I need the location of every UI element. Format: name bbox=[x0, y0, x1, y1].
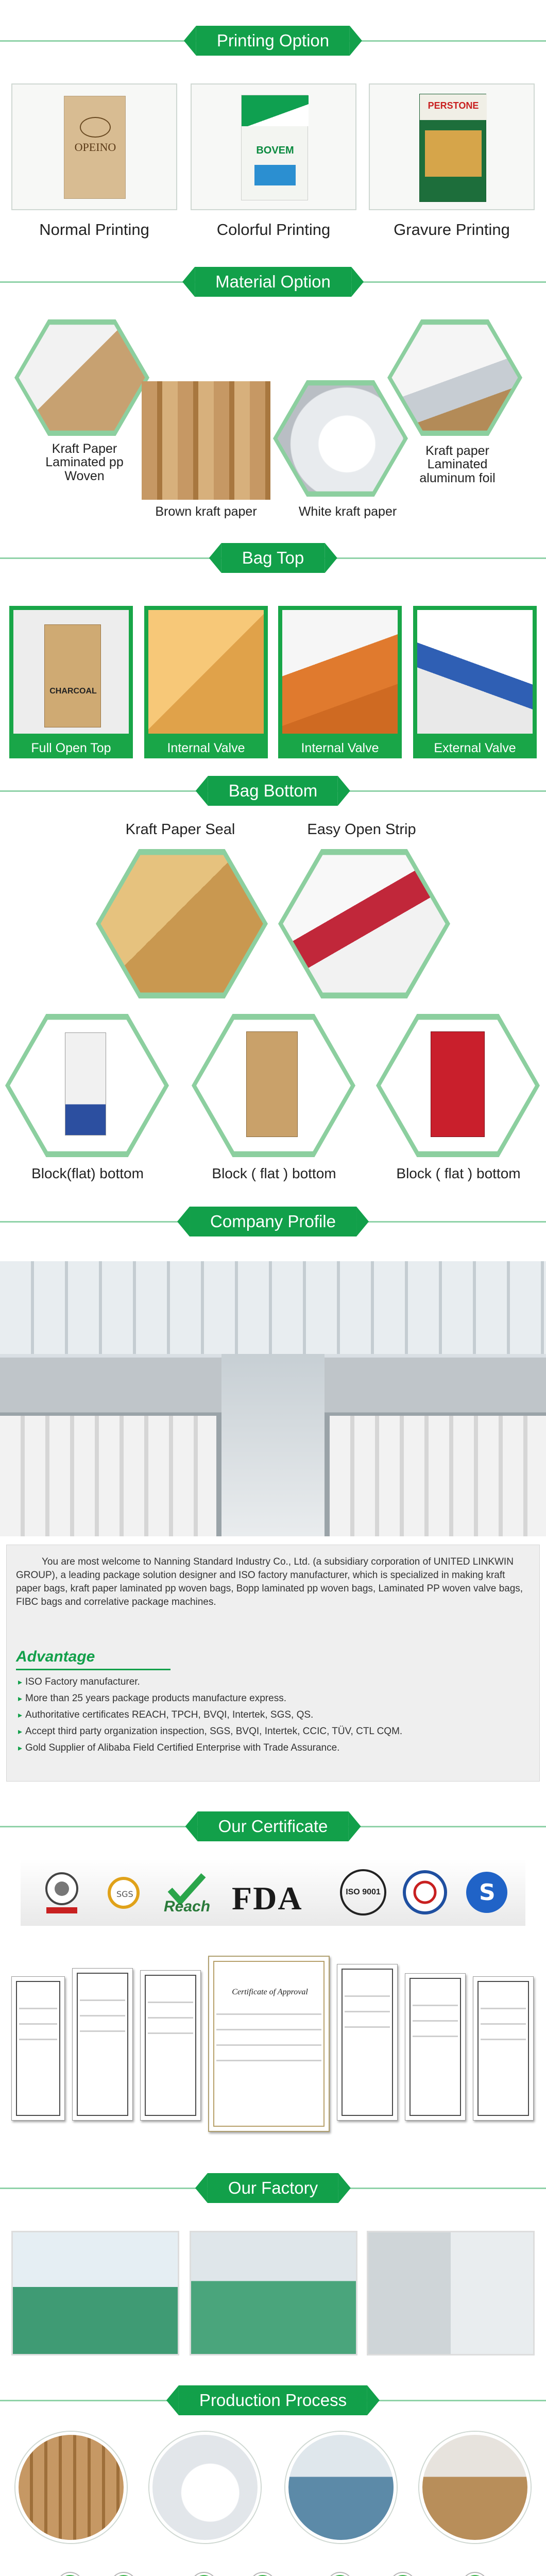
printing-card-gravure bbox=[369, 83, 535, 210]
advantage-list bbox=[18, 1674, 533, 1756]
kraft-paper-seal-image bbox=[99, 852, 265, 995]
bag-bottom-label-kraft-seal: Kraft Paper Seal bbox=[125, 821, 235, 838]
bag-bottom-label-easy-open: Easy Open Strip bbox=[307, 821, 416, 838]
process-photo-3 bbox=[285, 2432, 397, 2543]
bag-bottom-header bbox=[0, 773, 546, 809]
printing-card-normal bbox=[11, 83, 177, 210]
bag-top-header bbox=[0, 540, 546, 576]
factory-photo-3 bbox=[367, 2231, 535, 2355]
company-intro: You are most welcome to Nanning Standard Industry Co., Ltd. (a subsidiary corporation of UNITED LINKWIN GROUP), a leading package solution designer and ISO factory manufacturer, which is specialized in making kraft paper bags, kraft paper laminated pp woven bags, Bopp laminated pp woven bags, Laminated PP woven valve bags, FIBC bags and correlative package machines. bbox=[16, 1556, 523, 1607]
bag-top-card-full-open: CHARCOAL Full Open Top bbox=[9, 606, 133, 758]
material-label-white-kraft: White kraft paper bbox=[298, 504, 397, 519]
list-item: ▸ More than 25 years package products manufacture express. bbox=[18, 1690, 533, 1707]
bag-top-card-internal-valve-1: Internal Valve bbox=[144, 606, 268, 758]
block-bottom-image-2 bbox=[195, 1017, 352, 1154]
certification-badge-icon bbox=[402, 1869, 448, 1916]
material-image-brown-kraft bbox=[142, 381, 270, 500]
process-step-2 bbox=[111, 2573, 136, 2576]
printing-label-colorful: Colorful Printing bbox=[216, 221, 331, 239]
certificate-of-approval: Certificate of Approval bbox=[208, 1956, 330, 2132]
process-step-1 bbox=[58, 2573, 82, 2576]
certificate-doc bbox=[140, 1970, 201, 2121]
quality-seal-icon bbox=[41, 1869, 82, 1916]
printing-label-normal: Normal Printing bbox=[39, 221, 149, 239]
section-title: Production Process bbox=[179, 2385, 367, 2415]
list-item: ▸ Accept third party organization inspection, SGS, BVQI, Intertek, CCIC, TÜV, CTL CQM. bbox=[18, 1723, 533, 1740]
white-bag-image: BOVEM bbox=[241, 95, 308, 200]
company-about-box bbox=[6, 1545, 540, 1782]
factory-photo-1 bbox=[11, 2231, 179, 2355]
certificate-doc bbox=[11, 1976, 65, 2121]
section-title: Our Factory bbox=[208, 2173, 338, 2203]
list-item: ▸ ISO Factory manufacturer. bbox=[18, 1674, 533, 1690]
factory-hall-photo bbox=[0, 1261, 546, 1536]
section-title: Printing Option bbox=[196, 26, 350, 56]
process-photo-2 bbox=[149, 2432, 261, 2543]
material-option-header bbox=[0, 264, 546, 300]
block-bottom-label-3: Block ( flat ) bottom bbox=[396, 1165, 521, 1181]
process-photo-1 bbox=[15, 2432, 127, 2543]
process-step-7 bbox=[463, 2573, 487, 2576]
s-badge-icon bbox=[464, 1869, 510, 1916]
block-bottom-image-1 bbox=[8, 1017, 166, 1154]
process-step-4 bbox=[250, 2573, 275, 2576]
factory-header bbox=[0, 2170, 546, 2206]
gravure-bag-image: PERSTONE bbox=[419, 94, 486, 202]
svg-text:SGS: SGS bbox=[116, 1889, 133, 1899]
kraft-bag-image: OPEINO bbox=[64, 96, 126, 199]
block-bottom-label-2: Block ( flat ) bottom bbox=[212, 1165, 336, 1181]
charcoal-bag-image: CHARCOAL bbox=[44, 624, 101, 727]
section-title: Company Profile bbox=[190, 1207, 356, 1236]
sgs-logo-icon bbox=[103, 1874, 149, 1910]
process-step-5 bbox=[328, 2573, 352, 2576]
certificate-doc bbox=[473, 1976, 534, 2121]
fda-logo: FDA bbox=[232, 1880, 303, 1917]
list-item: ▸ Authoritative certificates REACH, TPCH, BVQI, Intertek, SGS, QS. bbox=[18, 1707, 533, 1723]
block-bottom-image-3 bbox=[379, 1017, 537, 1154]
list-item: ▸ Gold Supplier of Alibaba Field Certified Enterprise with Trade Assurance. bbox=[18, 1740, 533, 1756]
certificate-logo-strip bbox=[21, 1859, 525, 1926]
iso-9001-logo: ISO 9001 bbox=[340, 1869, 386, 1916]
bag-top-card-internal-valve-2: Internal Valve bbox=[278, 606, 402, 758]
production-process-header bbox=[0, 2382, 546, 2418]
factory-photo-2 bbox=[190, 2231, 357, 2355]
certificate-doc bbox=[405, 1973, 466, 2121]
easy-open-strip-image bbox=[281, 852, 447, 995]
certificate-header bbox=[0, 1808, 546, 1844]
printing-card-colorful bbox=[191, 83, 356, 210]
printing-option-header bbox=[0, 23, 546, 59]
process-step-3 bbox=[192, 2573, 216, 2576]
material-label-brown-kraft: Brown kraft paper bbox=[155, 504, 257, 519]
section-title: Bag Bottom bbox=[208, 776, 338, 806]
material-label-aluminum-foil: Kraft paper Laminated aluminum foil bbox=[419, 444, 496, 485]
section-title: Material Option bbox=[195, 267, 351, 297]
process-photo-4 bbox=[419, 2432, 531, 2543]
material-label-kraft-woven: Kraft Paper Laminated pp Woven bbox=[45, 442, 124, 483]
advantage-title: Advantage bbox=[16, 1648, 95, 1665]
reach-logo-icon: Reach bbox=[160, 1869, 211, 1916]
section-title: Our Certificate bbox=[198, 1811, 349, 1841]
process-step-6 bbox=[390, 2573, 415, 2576]
certificate-doc bbox=[72, 1968, 133, 2121]
printing-label-gravure: Gravure Printing bbox=[394, 221, 510, 239]
svg-text:S: S bbox=[479, 1879, 496, 1906]
company-profile-header bbox=[0, 1204, 546, 1240]
certificate-doc bbox=[337, 1964, 398, 2121]
bag-top-card-external-valve: External Valve bbox=[413, 606, 537, 758]
block-bottom-label-1: Block(flat) bottom bbox=[31, 1165, 144, 1181]
section-title: Bag Top bbox=[221, 543, 325, 573]
